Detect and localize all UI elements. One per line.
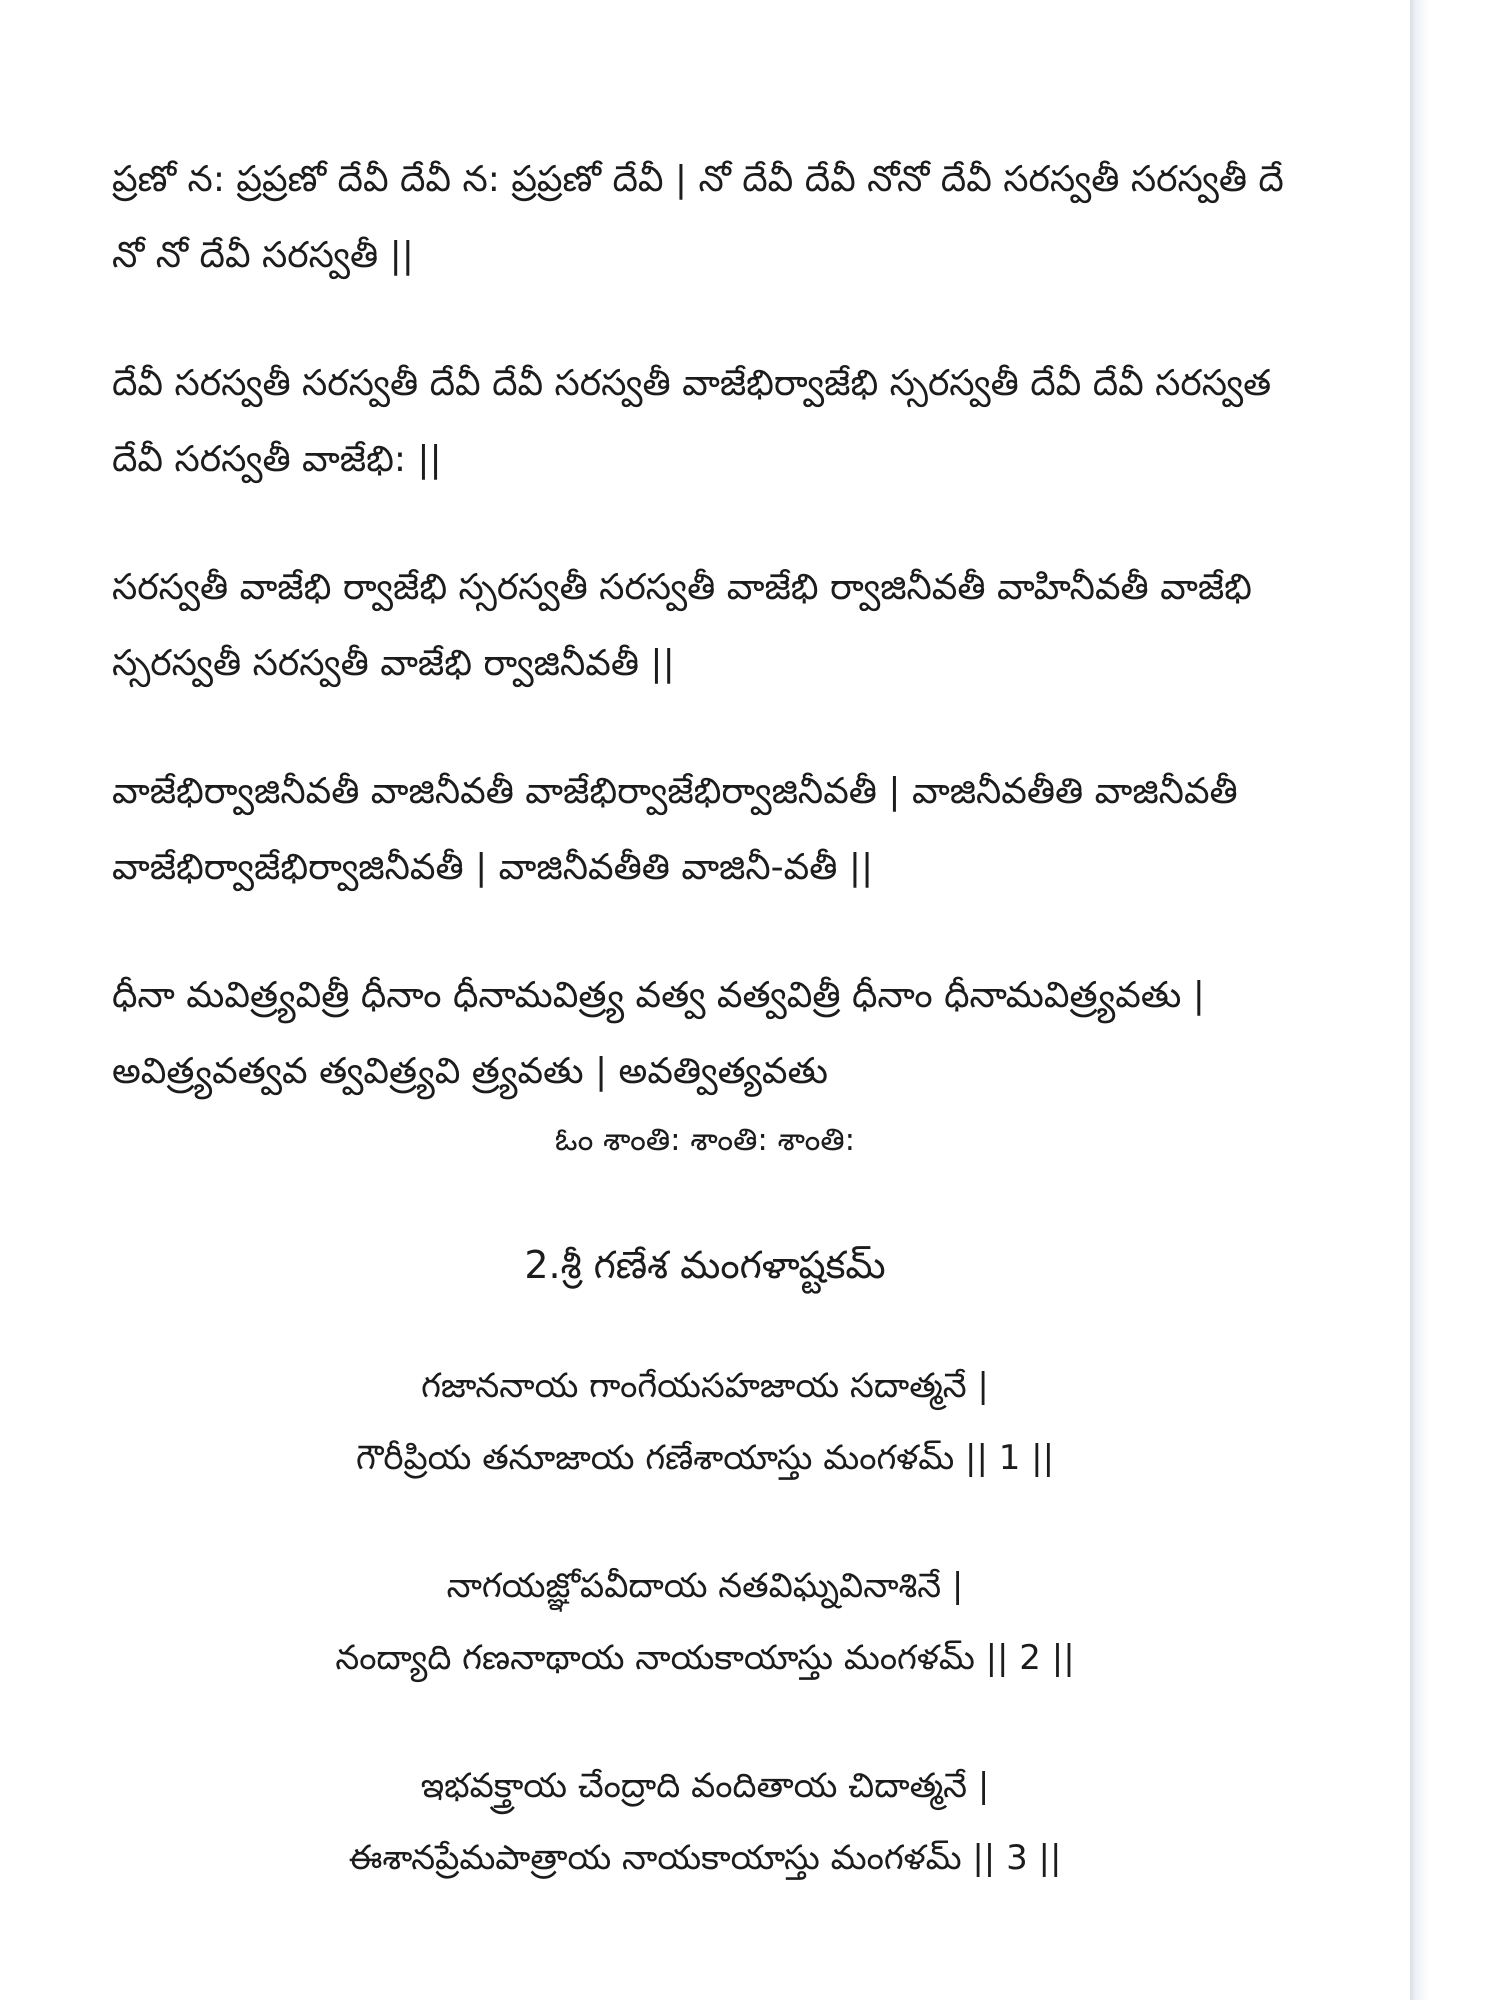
verse-block [112, 550, 1410, 702]
verse-line: దేవీ సరస్వతీ వాజేభి: || [112, 439, 442, 480]
page-edge-shadow [1410, 0, 1500, 2000]
verse-line: సరస్వతీ వాజేభి ర్వాజేభి స్సరస్వతీ సరస్వతీ వాజేభి ర్వాజినీవతీ వాహినీవతీ వాజేభి [112, 567, 1252, 608]
verse-block [112, 958, 1410, 1110]
stanza-block [0, 1550, 1410, 1694]
stanza-line: ఇభవక్త్రాయ చేంద్రాది వందితాయ చిదాత్మనే | [420, 1766, 990, 1806]
stanza-line: గౌరీప్రియ తనూజాయ గణేశాయాస్తు మంగళమ్ || 1 || [355, 1438, 1055, 1478]
stanza-line: నంద్యాది గణనాథాయ నాయకాయాస్తు మంగళమ్ || 2 || [335, 1638, 1075, 1678]
stanza-line: ఈశానప్రేమపాత్రాయ నాయకాయాస్తు మంగళమ్ || 3 || [348, 1838, 1062, 1878]
verse-line: దేవీ సరస్వతీ సరస్వతీ దేవీ దేవీ సరస్వతీ వాజేభిర్వాజేభి స్సరస్వతీ దేవీ దేవీ సరస్వత [112, 363, 1272, 404]
verse-line: అవిత్ర్యవత్వవ త్వవిత్ర్యవి త్ర్యవతు | అవత్విత్యవతు [112, 1051, 828, 1092]
verse-line: వాజేభిర్వాజినీవతీ వాజినీవతీ వాజేభిర్వాజేభిర్వాజినీవతీ | వాజినీవతీతి వాజినీవతీ [112, 771, 1238, 812]
stanza-line: నాగయజ్ఞోపవీదాయ నతవిఘ్నవినాశినే | [446, 1566, 964, 1606]
verse-block [112, 142, 1410, 294]
verse-line: ప్రణో న: ప్రప్రణో దేవీ దేవీ న: ప్రప్రణో దేవీ | నో దేవీ దేవీ నోనో దేవీ సరస్వతీ సరస్వతీ దే [112, 159, 1284, 200]
verse-block [112, 754, 1410, 906]
shanti-mantra: ఓం శాంతి: శాంతి: శాంతి: [554, 1122, 856, 1158]
vedic-verse-section [112, 142, 1410, 1162]
stanza-block [0, 1350, 1410, 1494]
stanza-block [0, 1750, 1410, 1894]
section-title: 2.శ్రీ గణేశ మంగళాష్టకమ్ [524, 1243, 886, 1287]
stanza-section [0, 1350, 1410, 1950]
verse-line: వాజేభిర్వాజేభిర్వాజినీవతీ | వాజినీవతీతి వాజినీ-వతీ || [112, 847, 874, 888]
verse-line: నో నో దేవీ సరస్వతీ || [112, 235, 414, 276]
verse-line: స్సరస్వతీ సరస్వతీ వాజేభి ర్వాజినీవతీ || [112, 643, 675, 684]
stanza-line: గజాననాయ గాంగేయసహజాయ సదాత్మనే | [421, 1366, 989, 1406]
verse-block [112, 346, 1410, 498]
verse-line: ధీనా మవిత్ర్యవిత్రీ ధీనాం ధీనామవిత్ర్య వత్వ వత్వవిత్రీ ధీనాం ధీనామవిత్ర్యవతు | [112, 975, 1205, 1016]
